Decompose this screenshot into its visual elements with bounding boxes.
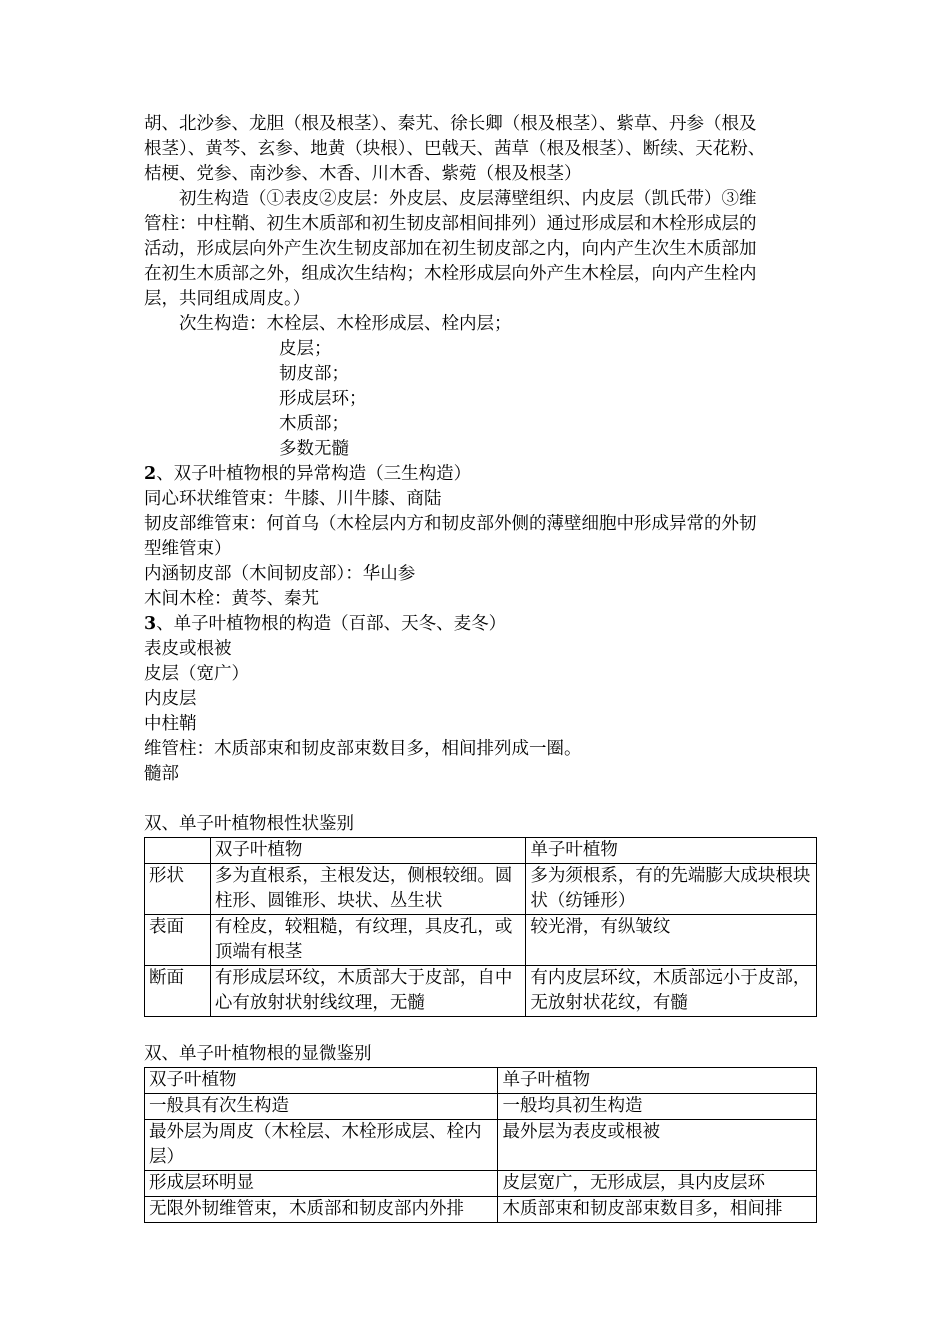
text-line: 木间木栓：黄芩、秦艽 xyxy=(144,589,319,609)
list-item: 韧皮部； xyxy=(279,364,349,384)
table-cell: 有内皮层环纹，木质部远小于皮部，无放射状花纹，有髓 xyxy=(526,966,817,1017)
macroscopic-identification-table xyxy=(144,837,817,1017)
primary-structure-paragraph xyxy=(144,187,824,312)
text-line: 同心环状维管束：牛膝、川牛膝、商陆 xyxy=(144,489,442,509)
table-cell: 多为须根系，有的先端膨大成块根块状（纺锤形） xyxy=(526,864,817,915)
microscopic-identification-table xyxy=(144,1067,817,1223)
list-item: 木质部； xyxy=(279,414,349,434)
table-cell: 无限外韧维管束，木质部和韧皮部内外排 xyxy=(145,1197,498,1223)
table-row xyxy=(145,1197,817,1223)
table-row xyxy=(145,1171,817,1197)
list-item: 皮层； xyxy=(279,339,332,359)
table-row xyxy=(145,915,817,966)
text-line: 中柱鞘 xyxy=(144,714,197,734)
table-cell: 皮层宽广，无形成层，具内皮层环 xyxy=(498,1171,817,1197)
row-label-cell: 形状 xyxy=(145,864,211,915)
table-cell: 较光滑，有纵皱纹 xyxy=(526,915,817,966)
header-cell: 单子叶植物 xyxy=(498,1068,817,1094)
table-row xyxy=(145,864,817,915)
text-line: 初生构造（①表皮②皮层：外皮层、皮层薄壁组织、内皮层（凯氏带）③维 xyxy=(179,189,757,209)
section-number: 3 xyxy=(144,614,157,634)
list-item: 多数无髓 xyxy=(279,439,349,459)
text-line: 活动，形成层向外产生次生韧皮部加在初生韧皮部之内，向内产生次生木质部加 xyxy=(144,239,757,259)
text-line: 桔梗、党参、南沙参、木香、川木香、紫菀（根及根茎） xyxy=(144,164,582,184)
section-number: 2 xyxy=(144,464,157,484)
section-title: 、单子叶植物根的构造（百部、天冬、麦冬） xyxy=(156,614,507,634)
text-line: 表皮或根被 xyxy=(144,639,232,659)
spacer xyxy=(144,787,824,812)
table-header-row xyxy=(145,838,817,864)
header-cell: 双子叶植物 xyxy=(210,838,526,864)
table-cell: 一般具有次生构造 xyxy=(145,1094,498,1120)
intro-paragraph xyxy=(144,112,824,187)
header-cell xyxy=(145,838,211,864)
text-line: 次生构造：木栓层、木栓形成层、栓内层； xyxy=(179,314,512,334)
text-line: 在初生木质部之外，组成次生结构；木栓形成层向外产生木栓层，向内产生栓内 xyxy=(144,264,757,284)
text-line: 型维管束） xyxy=(144,539,232,559)
text-line: 管柱：中柱鞘、初生木质部和初生韧皮部相间排列）通过形成层和木栓形成层的 xyxy=(144,214,757,234)
table-row xyxy=(145,1094,817,1120)
table-cell: 有栓皮，较粗糙，有纹理，具皮孔，或顶端有根茎 xyxy=(210,915,526,966)
document-page xyxy=(144,112,824,1223)
header-cell: 双子叶植物 xyxy=(145,1068,498,1094)
secondary-structure-list xyxy=(144,312,824,462)
table-cell: 形成层环明显 xyxy=(145,1171,498,1197)
section-3 xyxy=(144,612,824,787)
text-line: 韧皮部维管束：何首乌（木栓层内方和韧皮部外侧的薄壁细胞中形成异常的外韧 xyxy=(144,514,757,534)
text-line: 维管柱：木质部束和韧皮部束数目多，相间排列成一圈。 xyxy=(144,739,582,759)
table-cell: 有形成层环纹，木质部大于皮部，自中心有放射状射线纹理，无髓 xyxy=(210,966,526,1017)
section-title: 、双子叶植物根的异常构造（三生构造） xyxy=(156,464,472,484)
table-row xyxy=(145,1120,817,1171)
table-caption: 双、单子叶植物根性状鉴别 xyxy=(144,814,354,834)
text-line: 层，共同组成周皮。） xyxy=(144,289,311,309)
section-heading xyxy=(144,462,824,487)
row-label-cell: 表面 xyxy=(145,915,211,966)
text-line: 内皮层 xyxy=(144,689,197,709)
table-cell: 最外层为表皮或根被 xyxy=(498,1120,817,1171)
text-line: 内涵韧皮部（木间韧皮部）：华山参 xyxy=(144,564,416,584)
table-cell: 木质部束和韧皮部束数目多，相间排 xyxy=(498,1197,817,1223)
list-item: 形成层环； xyxy=(279,389,367,409)
section-2 xyxy=(144,462,824,612)
text-line: 皮层（宽广） xyxy=(144,664,249,684)
text-line: 胡、北沙参、龙胆（根及根茎）、秦艽、徐长卿（根及根茎）、紫草、丹参（根及 xyxy=(144,114,757,134)
table-cell: 最外层为周皮（木栓层、木栓形成层、栓内层） xyxy=(145,1120,498,1171)
spacer xyxy=(144,1017,824,1042)
text-line: 髓部 xyxy=(144,764,179,784)
table-header-row xyxy=(145,1068,817,1094)
row-label-cell: 断面 xyxy=(145,966,211,1017)
table-row xyxy=(145,966,817,1017)
text-line: 根茎）、黄芩、玄参、地黄（块根）、巴戟天、茜草（根及根茎）、断续、天花粉、 xyxy=(144,139,766,159)
section-heading xyxy=(144,612,824,637)
table-cell: 多为直根系，主根发达，侧根较细。圆柱形、圆锥形、块状、丛生状 xyxy=(210,864,526,915)
table-caption: 双、单子叶植物根的显微鉴别 xyxy=(144,1044,372,1064)
table-cell: 一般均具初生构造 xyxy=(498,1094,817,1120)
header-cell: 单子叶植物 xyxy=(526,838,817,864)
